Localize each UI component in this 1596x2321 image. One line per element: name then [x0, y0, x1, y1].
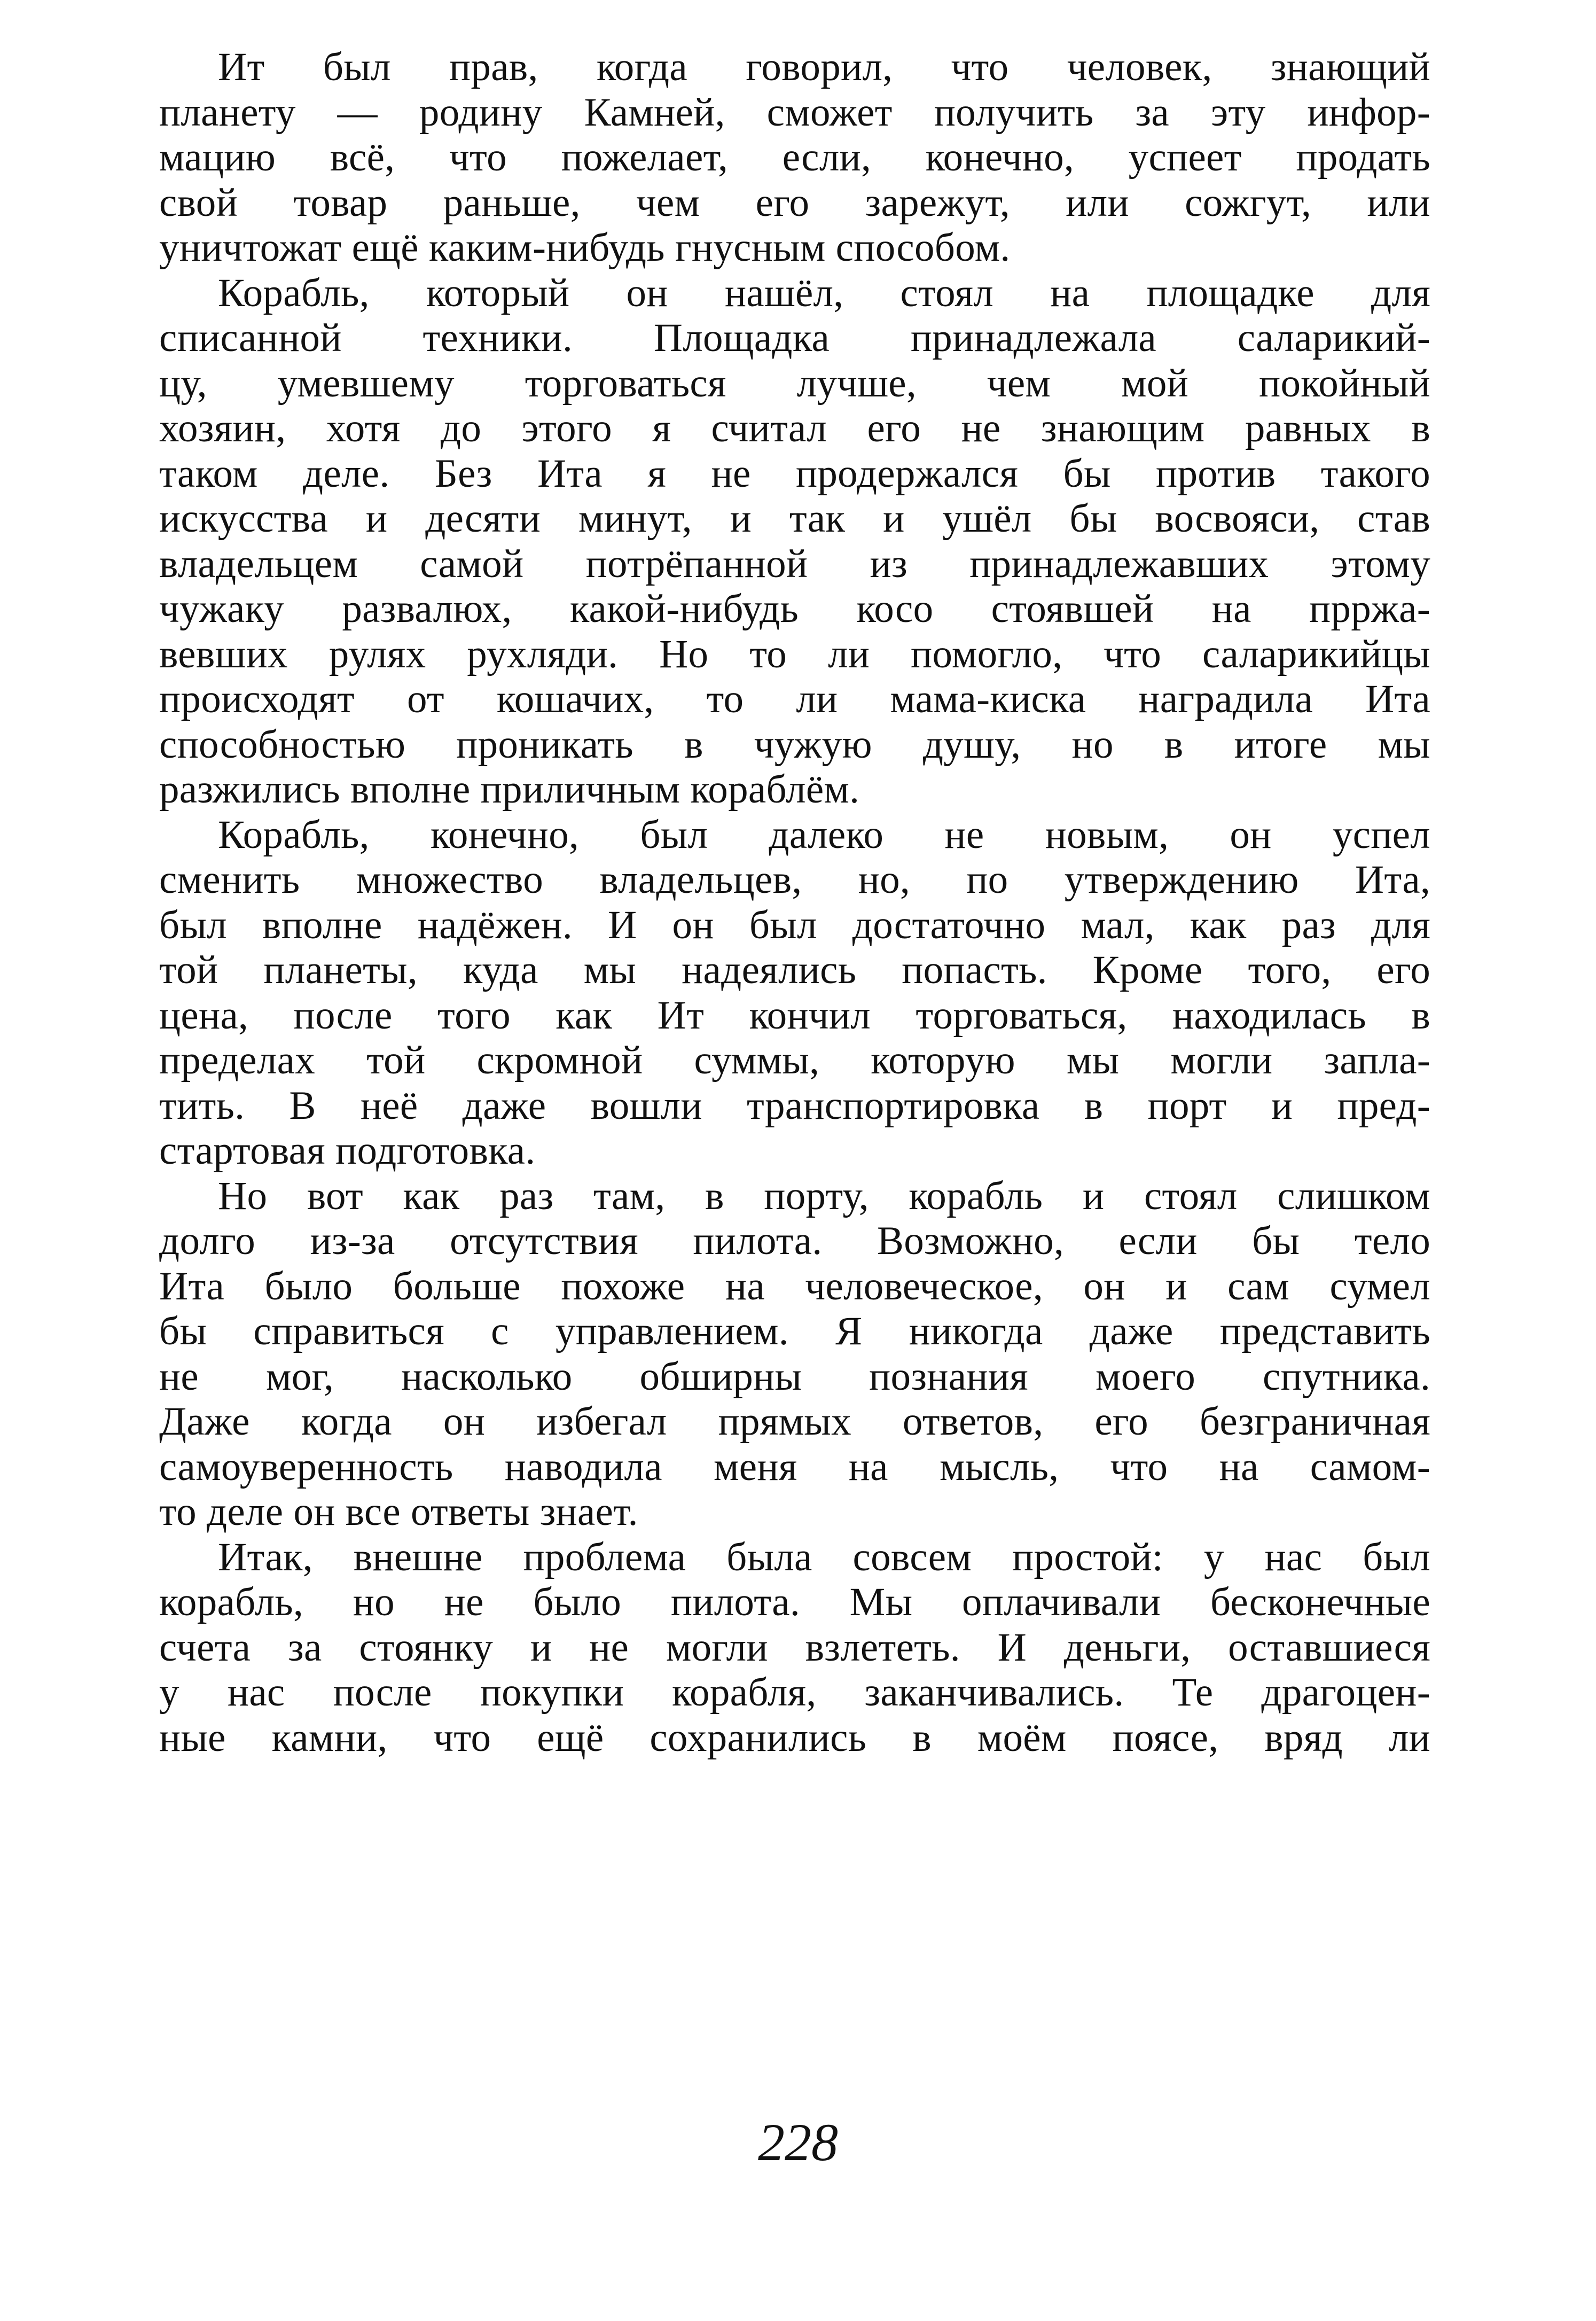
text-line: уничтожат ещё каким-нибудь гнусным способом. — [159, 225, 1011, 270]
paragraph — [159, 813, 1430, 1174]
text-line: свой товар раньше, чем его зарежут, или сожгут, или — [159, 180, 1430, 225]
paragraph — [159, 1535, 1430, 1761]
text-line: таком деле. Без Ита я не продержался бы против такого — [159, 451, 1430, 496]
text-line: разжились вполне приличным кораблём. — [159, 767, 860, 812]
text-line: планету — родину Камней, сможет получить за эту инфор- — [159, 90, 1430, 135]
text-line: Даже когда он избегал прямых ответов, его безграничная — [159, 1399, 1430, 1444]
paragraph — [159, 1174, 1430, 1535]
text-line: Но вот как раз там, в порту, корабль и стоял слишком — [218, 1173, 1430, 1218]
text-line: способностью проникать в чужую душу, но в итоге мы — [159, 722, 1430, 767]
text-line: Ита было больше похоже на человеческое, он и сам сумел — [159, 1264, 1430, 1309]
text-line: происходят от кошачих, то ли мама-киска наградила Ита — [159, 677, 1430, 721]
text-line: владельцем самой потрёпанной из принадлежавших этому — [159, 541, 1430, 586]
text-line: списанной техники. Площадка принадлежала саларикий- — [159, 316, 1430, 360]
text-line: стартовая подготовка. — [159, 1128, 536, 1173]
text-line: у нас после покупки корабля, заканчивались. Те драгоцен- — [159, 1670, 1430, 1715]
paragraph — [159, 45, 1430, 271]
text-line: самоуверенность наводила меня на мысль, что на самом- — [159, 1444, 1430, 1489]
text-line: корабль, но не было пилота. Мы оплачивали бесконечные — [159, 1580, 1430, 1624]
text-line: бы справиться с управлением. Я никогда даже представить — [159, 1309, 1430, 1353]
text-line: искусства и десяти минут, и так и ушёл бы восвояси, став — [159, 496, 1430, 541]
text-line: цу, умевшему торговаться лучше, чем мой покойный — [159, 361, 1430, 406]
text-line: чужаку развалюх, какой-нибудь косо стоявшей на прржа- — [159, 587, 1430, 631]
paragraph — [159, 271, 1430, 813]
text-line: сменить множество владельцев, но, по утверждению Ита, — [159, 858, 1430, 902]
text-line: мацию всё, что пожелает, если, конечно, успеет продать — [159, 135, 1430, 180]
page-number: 228 — [758, 2113, 838, 2172]
text-line: той планеты, куда мы надеялись попасть. Кроме того, его — [159, 948, 1430, 992]
text-line: тить. В неё даже вошли транспортировка в порт и пред- — [159, 1083, 1430, 1128]
text-line: Корабль, конечно, был далеко не новым, он успел — [218, 812, 1430, 857]
text-line: пределах той скромной суммы, которую мы могли запла- — [159, 1038, 1430, 1082]
text-line: не мог, насколько обширны познания моего спутника. — [159, 1354, 1430, 1399]
text-line: вевших рулях рухляди. Но то ли помогло, что саларикийцы — [159, 632, 1430, 676]
text-line: Ит был прав, когда говорил, что человек, знающий — [218, 45, 1430, 89]
text-line: то деле он все ответы знает. — [159, 1490, 638, 1534]
body-text — [159, 45, 1430, 1761]
text-line: цена, после того как Ит кончил торговаться, находилась в — [159, 993, 1430, 1038]
text-line: Итак, внешне проблема была совсем простой: у нас был — [218, 1535, 1430, 1579]
text-line: хозяин, хотя до этого я считал его не знающим равных в — [159, 406, 1430, 450]
text-line: счета за стоянку и не могли взлететь. И деньги, оставшиеся — [159, 1625, 1430, 1670]
text-line: был вполне надёжен. И он был достаточно мал, как раз для — [159, 902, 1430, 947]
text-line: долго из-за отсутствия пилота. Возможно, если бы тело — [159, 1219, 1430, 1263]
text-line: ные камни, что ещё сохранились в моём поясе, вряд ли — [159, 1715, 1430, 1760]
text-line: Корабль, который он нашёл, стоял на площадке для — [218, 270, 1430, 315]
